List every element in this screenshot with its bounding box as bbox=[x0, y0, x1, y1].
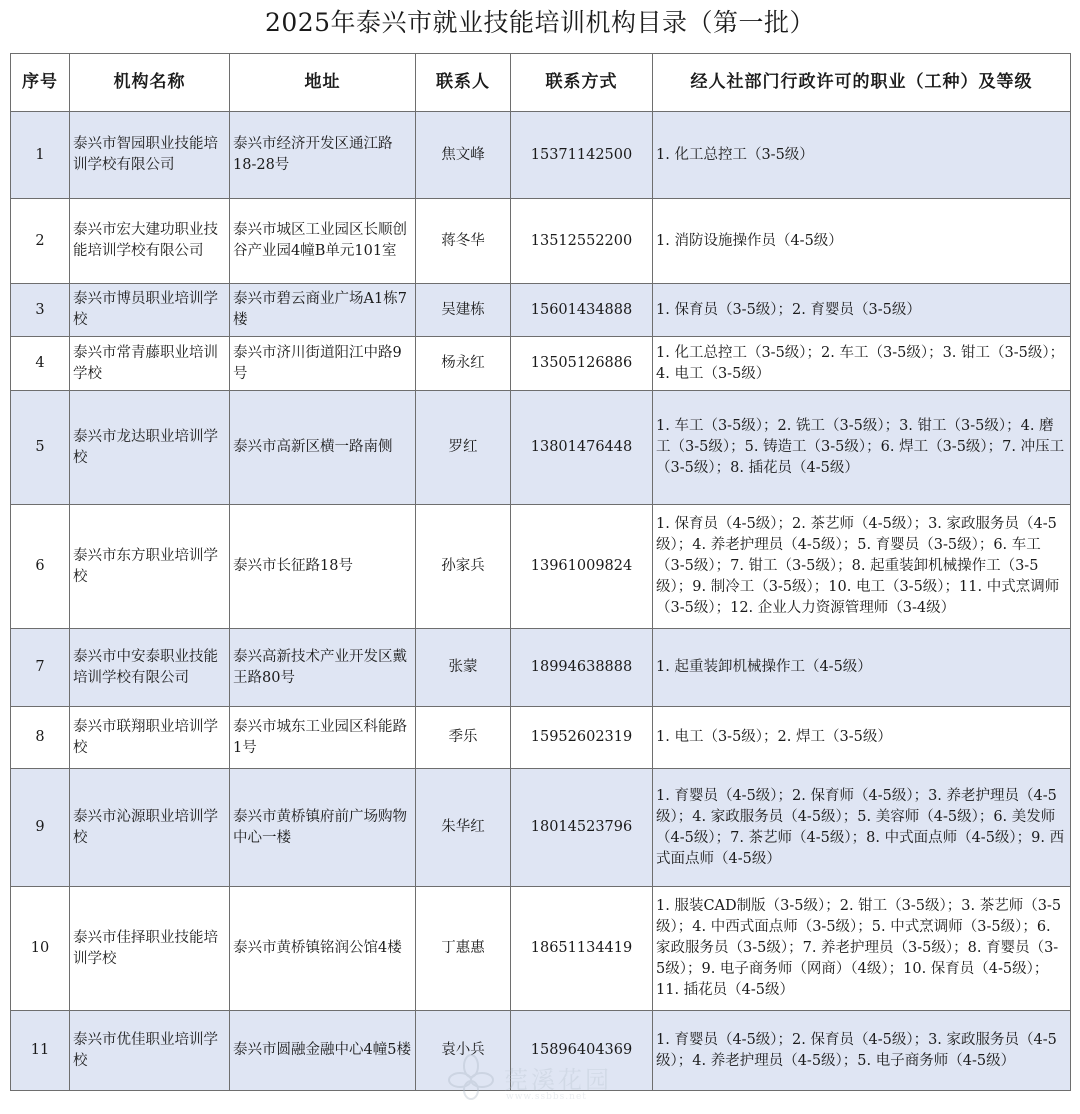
contact-person: 张蒙 bbox=[416, 629, 511, 707]
address: 泰兴高新技术产业开发区戴王路80号 bbox=[230, 629, 416, 707]
address: 泰兴市济川街道阳江中路9号 bbox=[230, 337, 416, 391]
table-row bbox=[11, 769, 1071, 887]
row-index: 2 bbox=[11, 199, 70, 284]
table-row bbox=[11, 629, 1071, 707]
header-licensed-occupations: 经人社部门行政许可的职业（工种）及等级 bbox=[653, 54, 1071, 112]
contact-person: 孙家兵 bbox=[416, 505, 511, 629]
contact-person: 杨永红 bbox=[416, 337, 511, 391]
licensed-occupations: 1. 化工总控工（3-5级）；2. 车工（3-5级）；3. 钳工（3-5级）；4. 电工（3-5级） bbox=[653, 337, 1071, 391]
address: 泰兴市城区工业园区长顺创谷产业园4幢B单元101室 bbox=[230, 199, 416, 284]
address: 泰兴市黄桥镇铭润公馆4楼 bbox=[230, 887, 416, 1011]
licensed-occupations: 1. 起重装卸机械操作工（4-5级） bbox=[653, 629, 1071, 707]
institution-name: 泰兴市佳择职业技能培训学校 bbox=[70, 887, 230, 1011]
row-index: 5 bbox=[11, 391, 70, 505]
row-index: 9 bbox=[11, 769, 70, 887]
row-index: 8 bbox=[11, 707, 70, 769]
header-contact-person: 联系人 bbox=[416, 54, 511, 112]
institution-name: 泰兴市龙达职业培训学校 bbox=[70, 391, 230, 505]
table-row bbox=[11, 112, 1071, 199]
row-index: 4 bbox=[11, 337, 70, 391]
institution-name: 泰兴市中安泰职业技能培训学校有限公司 bbox=[70, 629, 230, 707]
licensed-occupations: 1. 化工总控工（3-5级） bbox=[653, 112, 1071, 199]
row-index: 7 bbox=[11, 629, 70, 707]
institution-name: 泰兴市博员职业培训学校 bbox=[70, 284, 230, 337]
phone-number: 15952602319 bbox=[511, 707, 653, 769]
watermark-subtext: www.ssbbs.net bbox=[506, 1092, 587, 1102]
licensed-occupations: 1. 保育员（4-5级）；2. 茶艺师（4-5级）；3. 家政服务员（4-5级）；4. 养老护理员（4-5级）；5. 育婴员（3-5级）；6. 车工（3-5级）；7. 钳工（3-5级）；8. 起重装卸机械操作工（3-5级）；9. 制冷工（3-5级）；10. 电工（3-5级）；11. 中式烹调师（3-5级）；12. 企业人力资源管理师（3-4级） bbox=[653, 505, 1071, 629]
row-index: 3 bbox=[11, 284, 70, 337]
table-row bbox=[11, 707, 1071, 769]
contact-person: 吴建栋 bbox=[416, 284, 511, 337]
address: 泰兴市经济开发区通江路18-28号 bbox=[230, 112, 416, 199]
phone-number: 15601434888 bbox=[511, 284, 653, 337]
watermark-text: 莞溪花园 bbox=[504, 1066, 612, 1094]
row-index: 11 bbox=[11, 1011, 70, 1091]
institution-name: 泰兴市东方职业培训学校 bbox=[70, 505, 230, 629]
phone-number: 18014523796 bbox=[511, 769, 653, 887]
licensed-occupations: 1. 车工（3-5级）；2. 铣工（3-5级）；3. 钳工（3-5级）；4. 磨工（3-5级）；5. 铸造工（3-5级）；6. 焊工（3-5级）；7. 冲压工（3-5级）；8. 插花员（4-5级） bbox=[653, 391, 1071, 505]
phone-number: 13961009824 bbox=[511, 505, 653, 629]
phone-number: 13512552200 bbox=[511, 199, 653, 284]
training-institutions-table bbox=[10, 53, 1071, 1091]
address: 泰兴市黄桥镇府前广场购物中心一楼 bbox=[230, 769, 416, 887]
institution-name: 泰兴市优佳职业培训学校 bbox=[70, 1011, 230, 1091]
header-institution-name: 机构名称 bbox=[70, 54, 230, 112]
institution-name: 泰兴市沁源职业培训学校 bbox=[70, 769, 230, 887]
table-row bbox=[11, 337, 1071, 391]
address: 泰兴市高新区横一路南侧 bbox=[230, 391, 416, 505]
table-row bbox=[11, 199, 1071, 284]
institution-name: 泰兴市联翔职业培训学校 bbox=[70, 707, 230, 769]
phone-number: 13505126886 bbox=[511, 337, 653, 391]
address: 泰兴市长征路18号 bbox=[230, 505, 416, 629]
phone-number: 18651134419 bbox=[511, 887, 653, 1011]
table-row bbox=[11, 284, 1071, 337]
row-index: 10 bbox=[11, 887, 70, 1011]
institution-name: 泰兴市常青藤职业培训学校 bbox=[70, 337, 230, 391]
licensed-occupations: 1. 保育员（3-5级）；2. 育婴员（3-5级） bbox=[653, 284, 1071, 337]
licensed-occupations: 1. 消防设施操作员（4-5级） bbox=[653, 199, 1071, 284]
table-row bbox=[11, 887, 1071, 1011]
phone-number: 15371142500 bbox=[511, 112, 653, 199]
contact-person: 朱华红 bbox=[416, 769, 511, 887]
institution-name: 泰兴市宏大建功职业技能培训学校有限公司 bbox=[70, 199, 230, 284]
table-row bbox=[11, 505, 1071, 629]
header-phone: 联系方式 bbox=[511, 54, 653, 112]
table-row bbox=[11, 391, 1071, 505]
row-index: 1 bbox=[11, 112, 70, 199]
address: 泰兴市碧云商业广场A1栋7楼 bbox=[230, 284, 416, 337]
table-row bbox=[11, 1011, 1071, 1091]
address: 泰兴市圆融金融中心4幢5楼 bbox=[230, 1011, 416, 1091]
contact-person: 季乐 bbox=[416, 707, 511, 769]
contact-person: 丁惠惠 bbox=[416, 887, 511, 1011]
contact-person: 罗红 bbox=[416, 391, 511, 505]
licensed-occupations: 1. 电工（3-5级）；2. 焊工（3-5级） bbox=[653, 707, 1071, 769]
table-header-row bbox=[11, 54, 1071, 112]
address: 泰兴市城东工业园区科能路1号 bbox=[230, 707, 416, 769]
licensed-occupations: 1. 服装CAD制版（3-5级）；2. 钳工（3-5级）；3. 茶艺师（3-5级）；4. 中西式面点师（3-5级）；5. 中式烹调师（3-5级）；6. 家政服务员（3-5级）；7. 养老护理员（3-5级）；8. 育婴员（3-5级）；9. 电子商务师（网商）（4级）；10. 保育员（4-5级）；11. 插花员（4-5级） bbox=[653, 887, 1071, 1011]
phone-number: 18994638888 bbox=[511, 629, 653, 707]
institution-name: 泰兴市智园职业技能培训学校有限公司 bbox=[70, 112, 230, 199]
licensed-occupations: 1. 育婴员（4-5级）；2. 保育员（4-5级）；3. 家政服务员（4-5级）；4. 养老护理员（4-5级）；5. 电子商务师（4-5级） bbox=[653, 1011, 1071, 1091]
header-address: 地址 bbox=[230, 54, 416, 112]
header-index: 序号 bbox=[11, 54, 70, 112]
contact-person: 袁小兵 bbox=[416, 1011, 511, 1091]
page-title: 2025年泰兴市就业技能培训机构目录（第一批） bbox=[264, 8, 816, 37]
phone-number: 15896404369 bbox=[511, 1011, 653, 1091]
phone-number: 13801476448 bbox=[511, 391, 653, 505]
row-index: 6 bbox=[11, 505, 70, 629]
licensed-occupations: 1. 育婴员（4-5级）；2. 保育师（4-5级）；3. 养老护理员（4-5级）；4. 家政服务员（4-5级）；5. 美容师（4-5级）；6. 美发师（4-5级）；7. 茶艺师（4-5级）；8. 中式面点师（4-5级）；9. 西式面点师（4-5级） bbox=[653, 769, 1071, 887]
contact-person: 蒋冬华 bbox=[416, 199, 511, 284]
contact-person: 焦文峰 bbox=[416, 112, 511, 199]
